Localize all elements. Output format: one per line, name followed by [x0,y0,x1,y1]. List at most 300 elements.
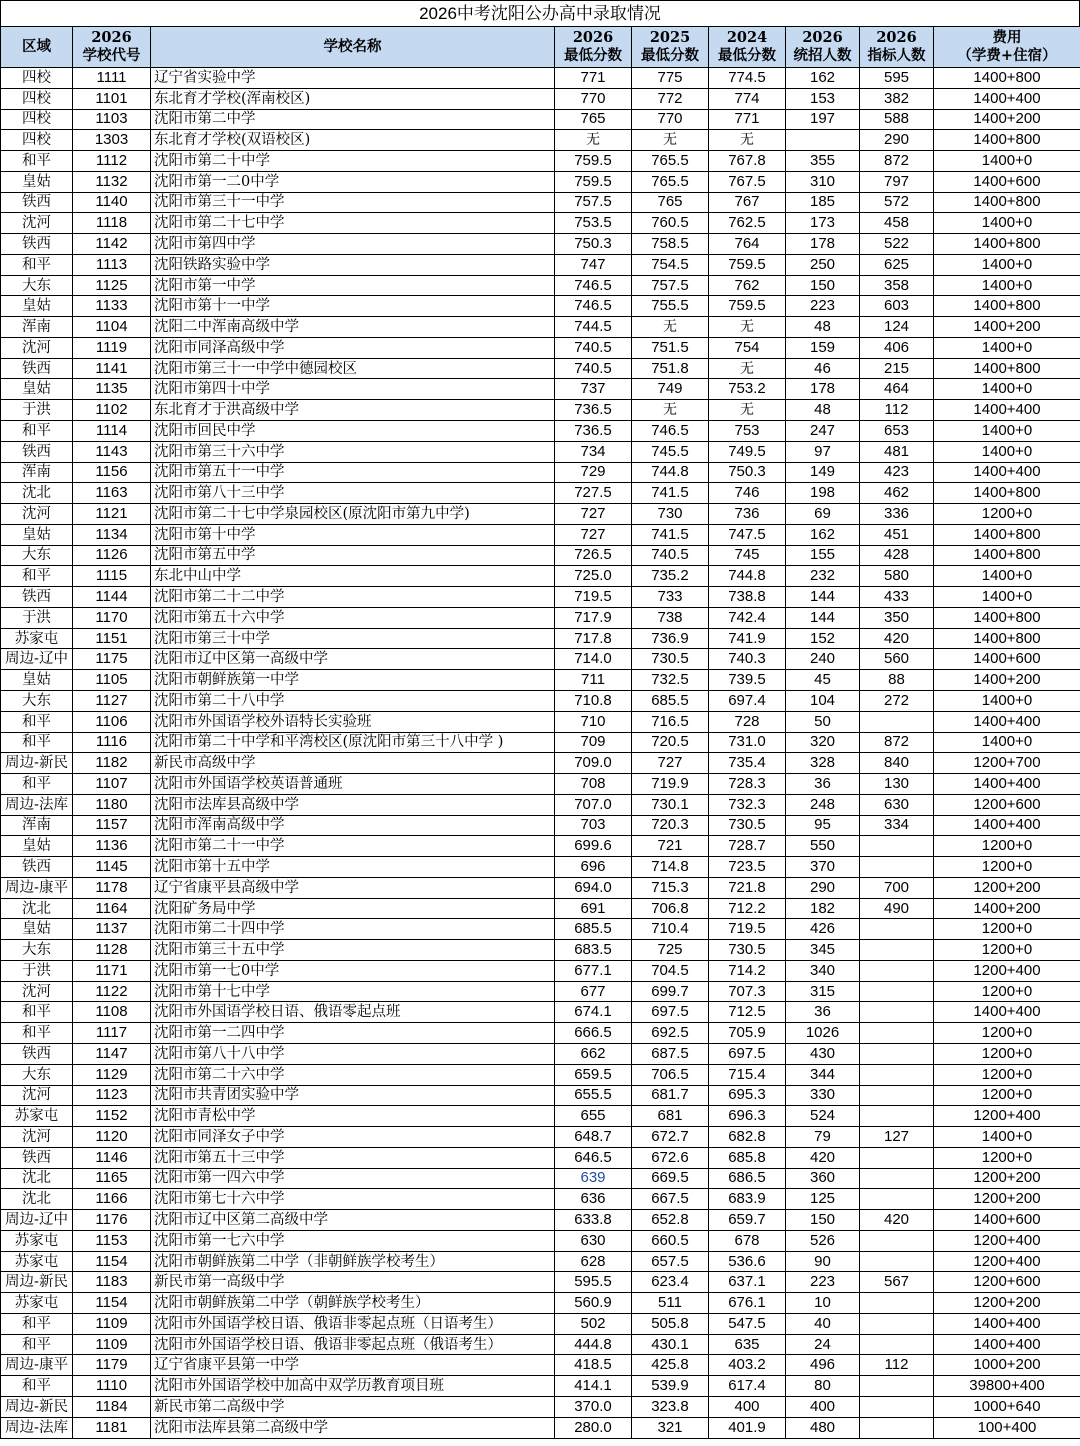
table-row [1,1376,1080,1397]
cell-min-score-2025: 765.5 [632,171,709,192]
table-row [1,877,1080,898]
cell-index-2026: 290 [860,130,934,151]
cell-school-code: 1118 [73,213,151,234]
cell-quota-2026: 46 [786,358,860,379]
cell-index-2026: 358 [860,275,934,296]
cell-min-score-2025: 704.5 [632,960,709,981]
cell-min-score-2025: 746.5 [632,421,709,442]
cell-min-score-2026: 444.8 [555,1334,632,1355]
cell-school-name: 沈阳市第四十中学 [151,379,555,400]
cell-district: 于洪 [1,607,73,628]
cell-index-2026: 572 [860,192,934,213]
cell-index-2026 [860,1251,934,1272]
cell-quota-2026: 328 [786,753,860,774]
table-row [1,753,1080,774]
header-line-1: 2025 [649,29,691,46]
table-title: 2026中考沈阳公办高中录取情况 [0,0,1080,26]
cell-school-name: 东北育才于洪高级中学 [151,400,555,421]
cell-min-score-2024: 705.9 [709,1023,786,1044]
cell-fee: 1400+0 [934,690,1080,711]
cell-fee: 1400+0 [934,275,1080,296]
table-row [1,483,1080,504]
cell-fee: 1400+400 [934,815,1080,836]
cell-district: 和平 [1,1023,73,1044]
cell-district: 沈河 [1,981,73,1002]
cell-school-name: 沈阳市朝鲜族第一中学 [151,670,555,691]
cell-school-name: 沈阳市共青团实验中学 [151,1085,555,1106]
cell-min-score-2026: 685.5 [555,919,632,940]
cell-school-name: 沈阳市外国语学校日语、俄语非零起点班（日语考生） [151,1313,555,1334]
cell-min-score-2026: 740.5 [555,337,632,358]
cell-min-score-2025: 727 [632,753,709,774]
cell-min-score-2024: 745 [709,545,786,566]
cell-min-score-2025: 710.4 [632,919,709,940]
cell-fee: 1000+640 [934,1397,1080,1418]
cell-quota-2026: 45 [786,670,860,691]
cell-index-2026 [860,1002,934,1023]
cell-school-code: 1144 [73,587,151,608]
cell-school-code: 1166 [73,1189,151,1210]
header-min-2026 [555,27,632,68]
cell-school-code: 1101 [73,88,151,109]
cell-min-score-2026: 771 [555,68,632,89]
cell-index-2026: 872 [860,151,934,172]
cell-min-score-2025: 697.5 [632,1002,709,1023]
cell-school-code: 1163 [73,483,151,504]
cell-index-2026 [860,1023,934,1044]
cell-school-name: 沈阳市第三十一中学 [151,192,555,213]
cell-min-score-2026: 414.1 [555,1376,632,1397]
header-line-1: 费用 [992,29,1022,46]
cell-school-name: 沈阳市第三十一中学中德园校区 [151,358,555,379]
cell-index-2026: 481 [860,441,934,462]
cell-quota-2026: 400 [786,1397,860,1418]
cell-quota-2026: 150 [786,1210,860,1231]
cell-school-name: 新民市第一高级中学 [151,1272,555,1293]
cell-school-code: 1182 [73,753,151,774]
cell-quota-2026: 162 [786,68,860,89]
cell-fee: 1400+400 [934,711,1080,732]
cell-min-score-2025: 706.5 [632,1064,709,1085]
table-row [1,1334,1080,1355]
cell-min-score-2025: 765 [632,192,709,213]
cell-min-score-2026: 655 [555,1106,632,1127]
cell-min-score-2024: 715.4 [709,1064,786,1085]
cell-district: 沈北 [1,483,73,504]
cell-min-score-2026: 717.9 [555,607,632,628]
cell-min-score-2026: 726.5 [555,545,632,566]
cell-min-score-2026: 710 [555,711,632,732]
header-code [73,27,151,68]
table-row [1,836,1080,857]
table-row [1,462,1080,483]
cell-district: 周边-辽中 [1,1210,73,1231]
cell-quota-2026: 420 [786,1147,860,1168]
cell-min-score-2024: 686.5 [709,1168,786,1189]
cell-quota-2026: 104 [786,690,860,711]
cell-min-score-2026: 696 [555,857,632,878]
cell-index-2026: 88 [860,670,934,691]
cell-district: 沈北 [1,1168,73,1189]
cell-quota-2026: 155 [786,545,860,566]
cell-quota-2026 [786,130,860,151]
cell-school-name: 沈阳市同泽女子中学 [151,1127,555,1148]
cell-district: 铁西 [1,857,73,878]
cell-index-2026: 433 [860,587,934,608]
cell-school-code: 1146 [73,1147,151,1168]
cell-school-name: 沈阳市青松中学 [151,1106,555,1127]
cell-school-name: 东北中山中学 [151,566,555,587]
cell-fee: 1200+0 [934,981,1080,1002]
cell-fee: 1200+0 [934,919,1080,940]
cell-min-score-2024: 738.8 [709,587,786,608]
table-row [1,794,1080,815]
cell-district: 于洪 [1,960,73,981]
cell-school-code: 1142 [73,234,151,255]
cell-min-score-2024: 682.8 [709,1127,786,1148]
cell-quota-2026: 36 [786,1002,860,1023]
cell-district: 沈北 [1,898,73,919]
cell-min-score-2024: 762 [709,275,786,296]
cell-min-score-2026: 703 [555,815,632,836]
cell-school-name: 沈阳市第三十六中学 [151,441,555,462]
table-row [1,130,1080,151]
cell-index-2026: 462 [860,483,934,504]
cell-min-score-2025: 425.8 [632,1355,709,1376]
cell-index-2026: 130 [860,774,934,795]
cell-min-score-2025: 751.5 [632,337,709,358]
header-line-1: 2026 [876,29,917,46]
cell-quota-2026: 240 [786,649,860,670]
cell-school-name: 沈阳市浑南高级中学 [151,815,555,836]
cell-quota-2026: 144 [786,587,860,608]
cell-school-code: 1147 [73,1043,151,1064]
cell-school-code: 1176 [73,1210,151,1231]
cell-min-score-2024: 767.5 [709,171,786,192]
cell-min-score-2026: 630 [555,1230,632,1251]
cell-fee: 1400+600 [934,1210,1080,1231]
cell-min-score-2024: 762.5 [709,213,786,234]
cell-quota-2026: 125 [786,1189,860,1210]
cell-quota-2026: 198 [786,483,860,504]
cell-min-score-2025: 672.6 [632,1147,709,1168]
cell-min-score-2026: 370.0 [555,1397,632,1418]
cell-fee: 1200+400 [934,1251,1080,1272]
cell-school-code: 1116 [73,732,151,753]
table-row [1,545,1080,566]
cell-min-score-2024: 749.5 [709,441,786,462]
cell-quota-2026: 24 [786,1334,860,1355]
cell-school-name: 沈阳市第十一中学 [151,296,555,317]
cell-quota-2026: 250 [786,254,860,275]
header-quota-2026 [786,27,860,68]
cell-min-score-2025: 692.5 [632,1023,709,1044]
cell-min-score-2026: 736.5 [555,421,632,442]
table-row [1,151,1080,172]
cell-min-score-2024: 767 [709,192,786,213]
cell-min-score-2025: 657.5 [632,1251,709,1272]
cell-school-code: 1303 [73,130,151,151]
cell-quota-2026: 480 [786,1417,860,1438]
cell-min-score-2024: 741.9 [709,628,786,649]
table-row [1,88,1080,109]
cell-min-score-2026: 736.5 [555,400,632,421]
cell-min-score-2025: 741.5 [632,524,709,545]
cell-school-name: 沈阳市第五十三中学 [151,1147,555,1168]
cell-index-2026: 451 [860,524,934,545]
cell-district: 大东 [1,275,73,296]
cell-district: 周边-辽中 [1,649,73,670]
cell-min-score-2026: 734 [555,441,632,462]
cell-min-score-2026: 662 [555,1043,632,1064]
cell-min-score-2024: 747.5 [709,524,786,545]
table-row [1,940,1080,961]
cell-min-score-2024: 401.9 [709,1417,786,1438]
cell-fee: 1400+200 [934,109,1080,130]
cell-school-name: 辽宁省实验中学 [151,68,555,89]
cell-index-2026: 464 [860,379,934,400]
table-row [1,379,1080,400]
cell-school-name: 沈阳铁路实验中学 [151,254,555,275]
cell-quota-2026: 159 [786,337,860,358]
table-row [1,421,1080,442]
cell-district: 沈河 [1,213,73,234]
cell-min-score-2025: 755.5 [632,296,709,317]
cell-index-2026: 406 [860,337,934,358]
cell-fee: 1200+200 [934,1189,1080,1210]
cell-school-code: 1114 [73,421,151,442]
cell-fee: 1200+0 [934,1085,1080,1106]
cell-min-score-2026: 699.6 [555,836,632,857]
cell-min-score-2025: 744.8 [632,462,709,483]
cell-fee: 1400+200 [934,317,1080,338]
cell-district: 苏家屯 [1,1293,73,1314]
cell-min-score-2026: 719.5 [555,587,632,608]
cell-min-score-2024: 732.3 [709,794,786,815]
cell-index-2026: 700 [860,877,934,898]
table-row [1,711,1080,732]
cell-quota-2026: 79 [786,1127,860,1148]
cell-school-code: 1164 [73,898,151,919]
cell-min-score-2024: 774 [709,88,786,109]
cell-school-code: 1181 [73,1417,151,1438]
cell-fee: 1400+0 [934,151,1080,172]
cell-school-code: 1183 [73,1272,151,1293]
cell-min-score-2024: 400 [709,1397,786,1418]
table-row [1,213,1080,234]
cell-min-score-2026: 725.0 [555,566,632,587]
cell-min-score-2025: 730.1 [632,794,709,815]
cell-school-code: 1145 [73,857,151,878]
cell-min-score-2026: 757.5 [555,192,632,213]
cell-min-score-2026: 729 [555,462,632,483]
cell-school-code: 1105 [73,670,151,691]
cell-min-score-2026: 280.0 [555,1417,632,1438]
cell-min-score-2024: 730.5 [709,940,786,961]
cell-quota-2026: 430 [786,1043,860,1064]
cell-min-score-2026: 633.8 [555,1210,632,1231]
cell-index-2026: 350 [860,607,934,628]
cell-fee: 1200+0 [934,1147,1080,1168]
cell-fee: 1200+600 [934,1272,1080,1293]
cell-school-code: 1157 [73,815,151,836]
cell-fee: 1400+800 [934,607,1080,628]
cell-index-2026 [860,1376,934,1397]
cell-min-score-2026: 502 [555,1313,632,1334]
cell-district: 铁西 [1,1147,73,1168]
cell-school-code: 1175 [73,649,151,670]
cell-min-score-2025: 706.8 [632,898,709,919]
cell-school-name: 沈阳市第二十一中学 [151,836,555,857]
cell-school-code: 1180 [73,794,151,815]
table-header [1,27,1080,68]
cell-district: 四校 [1,109,73,130]
header-min-2025 [632,27,709,68]
cell-min-score-2024: 728.7 [709,836,786,857]
cell-min-score-2026: 无 [555,130,632,151]
cell-fee: 1400+800 [934,524,1080,545]
cell-school-name: 沈阳市第三十五中学 [151,940,555,961]
cell-min-score-2026: 655.5 [555,1085,632,1106]
cell-index-2026 [860,1147,934,1168]
cell-min-score-2026: 759.5 [555,171,632,192]
cell-min-score-2024: 678 [709,1230,786,1251]
cell-fee: 1200+400 [934,960,1080,981]
cell-district: 皇姑 [1,379,73,400]
cell-quota-2026: 185 [786,192,860,213]
cell-min-score-2024: 无 [709,317,786,338]
cell-fee: 1200+400 [934,1230,1080,1251]
cell-district: 浑南 [1,815,73,836]
cell-index-2026 [860,1293,934,1314]
cell-min-score-2025: 749 [632,379,709,400]
cell-index-2026 [860,1106,934,1127]
cell-school-code: 1111 [73,68,151,89]
cell-school-code: 1151 [73,628,151,649]
cell-index-2026 [860,1189,934,1210]
cell-min-score-2024: 728.3 [709,774,786,795]
header-line-1: 区域 [22,38,51,55]
cell-min-score-2025: 754.5 [632,254,709,275]
cell-index-2026 [860,711,934,732]
cell-school-name: 沈阳市第五十六中学 [151,607,555,628]
cell-school-code: 1129 [73,1064,151,1085]
cell-quota-2026: 290 [786,877,860,898]
cell-min-score-2024: 754 [709,337,786,358]
cell-fee: 1200+600 [934,794,1080,815]
cell-school-code: 1115 [73,566,151,587]
cell-index-2026: 872 [860,732,934,753]
cell-district: 沈河 [1,337,73,358]
cell-min-score-2025: 719.9 [632,774,709,795]
cell-district: 于洪 [1,400,73,421]
cell-school-name: 沈阳市辽中区第二高级中学 [151,1210,555,1231]
cell-fee: 1000+200 [934,1355,1080,1376]
cell-index-2026 [860,1085,934,1106]
cell-min-score-2025: 无 [632,130,709,151]
cell-district: 沈河 [1,1127,73,1148]
cell-school-name: 东北育才学校(浑南校区) [151,88,555,109]
cell-min-score-2026: 418.5 [555,1355,632,1376]
cell-min-score-2026: 646.5 [555,1147,632,1168]
cell-min-score-2024: 739.5 [709,670,786,691]
cell-school-name: 沈阳市第二十中学 [151,151,555,172]
cell-min-score-2026: 737 [555,379,632,400]
cell-district: 四校 [1,88,73,109]
table-row [1,774,1080,795]
header-line-1: 2026 [802,29,843,46]
cell-quota-2026: 178 [786,234,860,255]
table-row [1,109,1080,130]
cell-quota-2026: 340 [786,960,860,981]
table-row [1,504,1080,525]
cell-min-score-2025: 720.3 [632,815,709,836]
cell-quota-2026: 496 [786,1355,860,1376]
cell-index-2026: 272 [860,690,934,711]
cell-district: 苏家屯 [1,628,73,649]
cell-school-code: 1113 [73,254,151,275]
cell-school-name: 沈阳市第二十中学和平湾校区(原沈阳市第三十八中学 ) [151,732,555,753]
cell-district: 皇姑 [1,524,73,545]
cell-min-score-2025: 505.8 [632,1313,709,1334]
cell-min-score-2025: 669.5 [632,1168,709,1189]
cell-min-score-2026: 746.5 [555,296,632,317]
cell-school-name: 沈阳市法库县高级中学 [151,794,555,815]
cell-min-score-2024: 659.7 [709,1210,786,1231]
cell-school-code: 1109 [73,1334,151,1355]
cell-min-score-2024: 696.3 [709,1106,786,1127]
cell-quota-2026: 80 [786,1376,860,1397]
cell-school-code: 1128 [73,940,151,961]
header-line-2: （学费+住宿） [957,47,1057,64]
table-row [1,981,1080,1002]
cell-quota-2026: 223 [786,1272,860,1293]
cell-district: 周边-法库 [1,1417,73,1438]
cell-fee: 1400+0 [934,587,1080,608]
cell-min-score-2026: 717.8 [555,628,632,649]
cell-index-2026 [860,857,934,878]
cell-min-score-2025: 623.4 [632,1272,709,1293]
cell-min-score-2026: 746.5 [555,275,632,296]
cell-index-2026: 580 [860,566,934,587]
cell-district: 四校 [1,130,73,151]
cell-min-score-2024: 731.0 [709,732,786,753]
cell-min-score-2026: 711 [555,670,632,691]
cell-school-name: 沈阳市第二十七中学 [151,213,555,234]
cell-min-score-2025: 735.2 [632,566,709,587]
cell-fee: 39800+400 [934,1376,1080,1397]
cell-district: 皇姑 [1,670,73,691]
cell-min-score-2024: 767.8 [709,151,786,172]
cell-district: 和平 [1,711,73,732]
table-row [1,1168,1080,1189]
table-row [1,400,1080,421]
cell-school-name: 沈阳矿务局中学 [151,898,555,919]
cell-min-score-2025: 720.5 [632,732,709,753]
header-line-2: 学校代号 [82,47,141,64]
table-row [1,1251,1080,1272]
cell-district: 和平 [1,1002,73,1023]
cell-school-code: 1179 [73,1355,151,1376]
header-min-2024 [709,27,786,68]
cell-district: 周边-法库 [1,794,73,815]
cell-fee: 1200+0 [934,1043,1080,1064]
cell-district: 皇姑 [1,836,73,857]
cell-min-score-2024: 719.5 [709,919,786,940]
cell-fee: 1200+0 [934,1064,1080,1085]
cell-min-score-2024: 750.3 [709,462,786,483]
cell-min-score-2025: 730 [632,504,709,525]
